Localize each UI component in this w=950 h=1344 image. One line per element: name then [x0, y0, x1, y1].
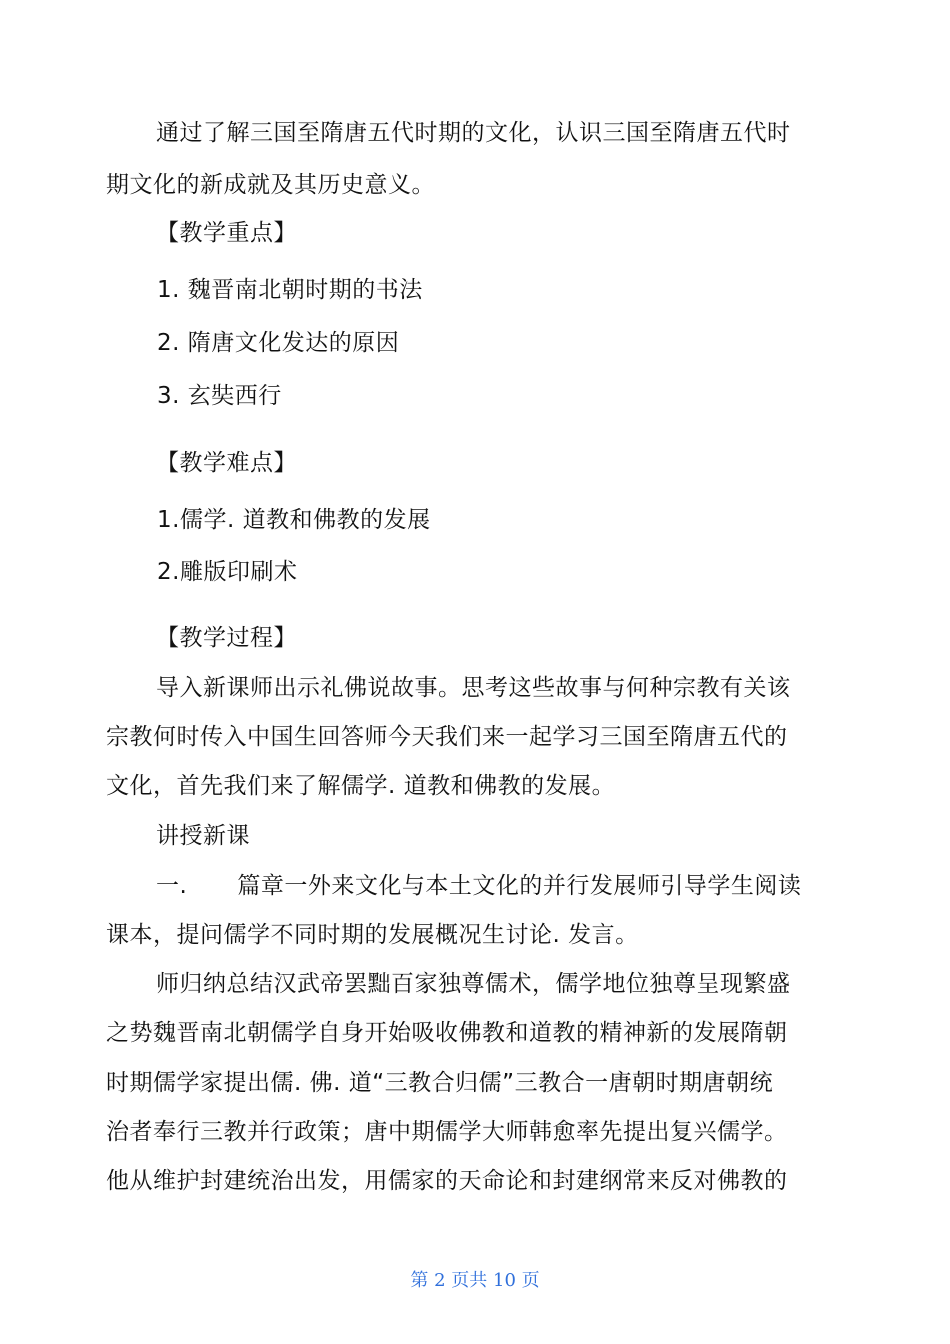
section-1-number: 一.	[156, 873, 188, 899]
import-line-1: 导入新课师出示礼佛说故事。思考这些故事与何种宗教有关该	[156, 675, 791, 701]
intro-line-1: 通过了解三国至隋唐五代时期的文化，认识三国至隋唐五代时	[156, 120, 791, 146]
lecture-heading: 讲授新课	[156, 823, 250, 849]
section-1-title: 篇章一外来文化与本土文化的并行发展师引导学生阅读	[237, 873, 802, 899]
summary-line-3: 时期儒学家提出儒. 佛. 道“三教合归儒”三教合一唐朝时期唐朝统	[106, 1070, 774, 1096]
focus-item-3: 3. 玄奘西行	[157, 383, 282, 409]
intro-line-2: 期文化的新成就及其历史意义。	[106, 172, 435, 198]
summary-line-1: 师归纳总结汉武帝罢黜百家独尊儒术，儒学地位独尊呈现繁盛	[156, 971, 791, 997]
section-1-line-1	[156, 871, 896, 901]
import-line-2: 宗教何时传入中国生回答师今天我们来一起学习三国至隋唐五代的	[106, 724, 788, 750]
heading-teaching-difficulty: 【教学难点】	[156, 450, 297, 476]
summary-line-5: 他从维护封建统治出发，用儒家的天命论和封建纲常来反对佛教的	[106, 1168, 788, 1194]
summary-line-4: 治者奉行三教并行政策；唐中期儒学大师韩愈率先提出复兴儒学。	[106, 1119, 788, 1145]
difficulty-item-1: 1.儒学. 道教和佛教的发展	[157, 507, 431, 533]
heading-teaching-process: 【教学过程】	[156, 625, 297, 651]
section-1-line-2: 课本，提问儒学不同时期的发展概况生讨论. 发言。	[106, 922, 639, 948]
difficulty-item-2: 2.雕版印刷术	[157, 559, 298, 585]
import-line-3: 文化，首先我们来了解儒学. 道教和佛教的发展。	[106, 773, 616, 799]
summary-line-2: 之势魏晋南北朝儒学自身开始吸收佛教和道教的精神新的发展隋朝	[106, 1020, 788, 1046]
page-number-footer: 第 2 页共 10 页	[410, 1270, 540, 1291]
focus-item-2: 2. 隋唐文化发达的原因	[157, 330, 400, 356]
focus-item-1: 1. 魏晋南北朝时期的书法	[157, 277, 423, 303]
heading-teaching-focus: 【教学重点】	[156, 220, 297, 246]
